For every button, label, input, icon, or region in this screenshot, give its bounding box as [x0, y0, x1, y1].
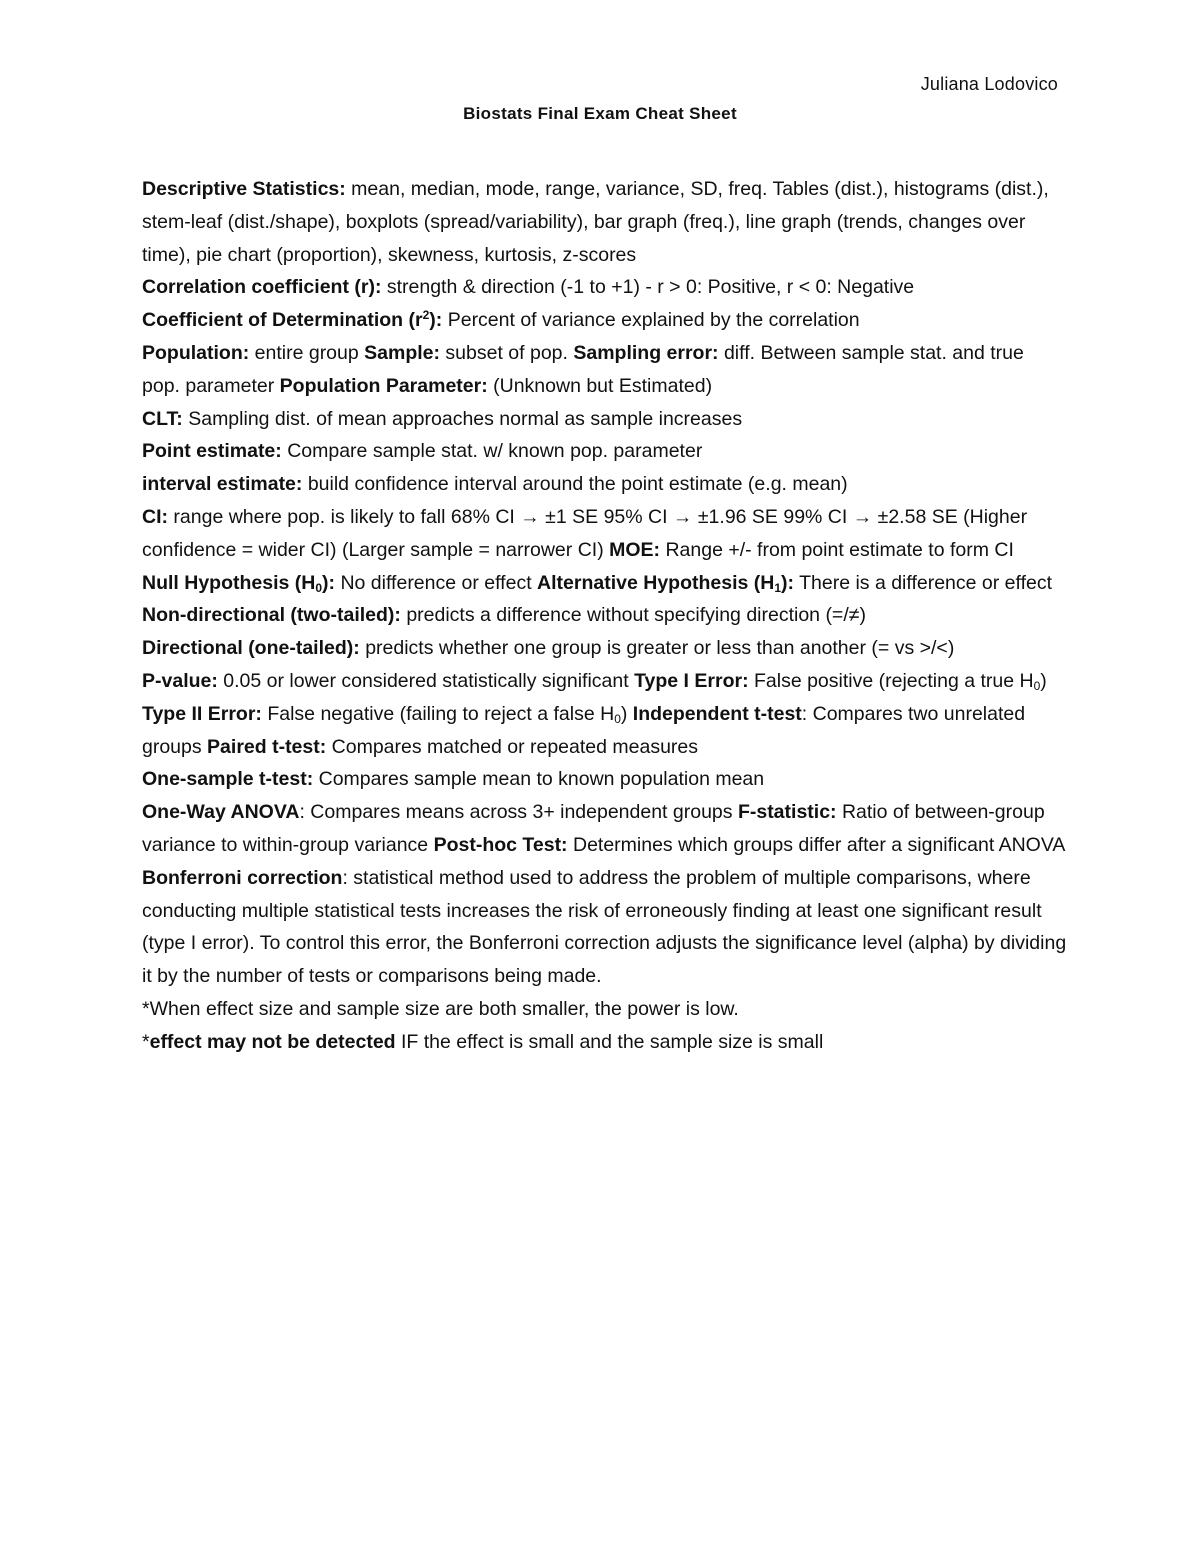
term-label: Descriptive Statistics:	[142, 178, 346, 200]
body-text: : Compares means across 3+ independent groups	[299, 801, 738, 824]
term-label: Post-hoc Test:	[433, 833, 568, 856]
paragraph-point-estimate	[142, 435, 1067, 468]
term-label: Sampling error:	[573, 341, 719, 364]
document-body	[142, 173, 1067, 1059]
term-label: F-statistic:	[737, 801, 837, 824]
term-label: Non-directional (two-tailed):	[142, 604, 401, 627]
body-text: build confidence interval around the point estimate (e.g. mean)	[302, 473, 848, 496]
term-label: Independent t-test	[632, 702, 802, 725]
body-text: Sampling dist. of mean approaches normal as sample increases	[182, 407, 743, 430]
paragraph-bonferroni-correction	[142, 862, 1067, 993]
body-text: Compares matched or repeated measures	[326, 735, 699, 758]
body-text: Ratio of between-group variance to within-group variance	[142, 801, 1045, 856]
term-label: Sample:	[364, 341, 440, 364]
term-label: Population Parameter:	[279, 374, 488, 397]
body-text: mean, median, mode, range, variance, SD, freq. Tables (dist.), histograms (dist.), stem-leaf (dist./shape), boxplots (spread/variability), bar graph (freq.), line graph (trends, changes over time), pie chart (proportion), skewness, kurtosis, z-scores	[142, 178, 1049, 266]
superscript: 2	[422, 308, 430, 323]
paragraph-one-sample-t-test	[142, 763, 1067, 796]
paragraph-effect-detection-note	[142, 1026, 1067, 1059]
body-text: Compare sample stat. w/ known pop. parameter	[281, 440, 703, 463]
document-title: Biostats Final Exam Cheat Sheet	[463, 104, 737, 123]
body-text: *When effect size and sample size are both smaller, the power is low.	[142, 997, 739, 1020]
term-label: Point estimate:	[142, 440, 282, 463]
term-label: MOE:	[609, 538, 661, 561]
body-text: Compares sample mean to known population mean	[313, 768, 765, 791]
body-text: range where pop. is likely to fall 68% CI → ±1 SE 95% CI → ±1.96 SE 99% CI → ±2.58 SE (Higher confidence = wider CI) (Larger sample = narrower CI)	[142, 505, 1028, 561]
body-text: diff. Between sample stat. and true pop. parameter	[142, 341, 1024, 397]
body-text: (Unknown but Estimated)	[487, 374, 713, 397]
term-label: One-sample t-test:	[142, 768, 314, 791]
body-text: entire group	[249, 341, 365, 364]
term-label: Type II Error:	[142, 702, 262, 725]
paragraph-descriptive-statistics	[142, 173, 1067, 271]
paragraph-hypotheses	[142, 567, 1067, 600]
paragraph-coefficient-of-determination	[142, 304, 1067, 337]
term-label: Bonferroni correction	[142, 866, 343, 889]
term-label: Correlation coefficient (r):	[142, 276, 382, 299]
author-name: Juliana Lodovico	[920, 74, 1058, 94]
paragraph-population-sample	[142, 337, 1067, 403]
body-text: )	[1040, 669, 1047, 692]
paragraph-non-directional	[142, 599, 1067, 632]
body-text: *	[142, 1030, 150, 1053]
body-text: False positive (rejecting a true H	[748, 669, 1034, 692]
paragraph-confidence-interval	[142, 501, 1067, 567]
term-label: P-value:	[142, 669, 218, 692]
paragraph-directional	[142, 632, 1067, 665]
paragraph-power-note	[142, 993, 1067, 1026]
body-text: IF the effect is small and the sample size is small	[395, 1030, 824, 1053]
body-text: No difference or effect	[335, 571, 538, 594]
body-text: Range +/- from point estimate to form CI	[660, 538, 1014, 561]
paragraph-p-value-errors-tests	[142, 665, 1067, 763]
term-label: Alternative Hypothesis (H	[537, 571, 775, 594]
body-text: predicts whether one group is greater or less than another (= vs >/<)	[359, 637, 955, 660]
body-text: There is a difference or effect	[794, 571, 1053, 594]
paragraph-correlation-coefficient	[142, 271, 1067, 304]
body-text: : statistical method used to address the problem of multiple comparisons, where conducting multiple statistical tests increases the risk of erroneously finding at least one significant result (type I error). To control this error, the Bonferroni correction adjusts the significance level (alpha) by dividing it by the number of tests or comparisons being made.	[142, 866, 1067, 988]
body-text: predicts a difference without specifying direction (=/≠)	[400, 604, 866, 627]
term-label: CI:	[142, 505, 168, 528]
term-label: Population:	[142, 341, 250, 364]
term-label: ):	[781, 571, 795, 594]
subscript: 1	[774, 580, 782, 595]
term-label: ):	[322, 571, 336, 594]
term-label: Type I Error:	[634, 669, 749, 692]
body-text: False negative (failing to reject a false H	[261, 702, 615, 725]
subscript: 0	[315, 580, 323, 595]
paragraph-interval-estimate	[142, 468, 1067, 501]
term-label: Null Hypothesis (H	[142, 571, 316, 594]
term-label: Coefficient of Determination (r	[142, 309, 423, 332]
body-text: )	[620, 702, 633, 725]
body-text: Determines which groups differ after a significant ANOVA	[567, 833, 1066, 856]
paragraph-one-way-anova	[142, 796, 1067, 862]
subscript: 0	[614, 711, 621, 726]
term-label: CLT:	[142, 407, 183, 430]
subscript: 0	[1033, 678, 1041, 693]
body-text: : Compares two unrelated groups	[142, 702, 1026, 758]
term-label: Directional (one-tailed):	[142, 637, 360, 660]
body-text: Percent of variance explained by the correlation	[442, 309, 860, 332]
body-text: strength & direction (-1 to +1) - r > 0: Positive, r < 0: Negative	[381, 276, 915, 299]
paragraph-clt	[142, 403, 1067, 436]
term-label: Paired t-test:	[207, 735, 327, 758]
term-label: effect may not be detected	[149, 1030, 396, 1053]
body-text: 0.05 or lower considered statistically significant	[217, 669, 635, 692]
term-label: ):	[429, 309, 443, 332]
term-label: One-Way ANOVA	[142, 801, 300, 824]
term-label: interval estimate:	[142, 473, 303, 496]
body-text: subset of pop.	[440, 341, 574, 364]
